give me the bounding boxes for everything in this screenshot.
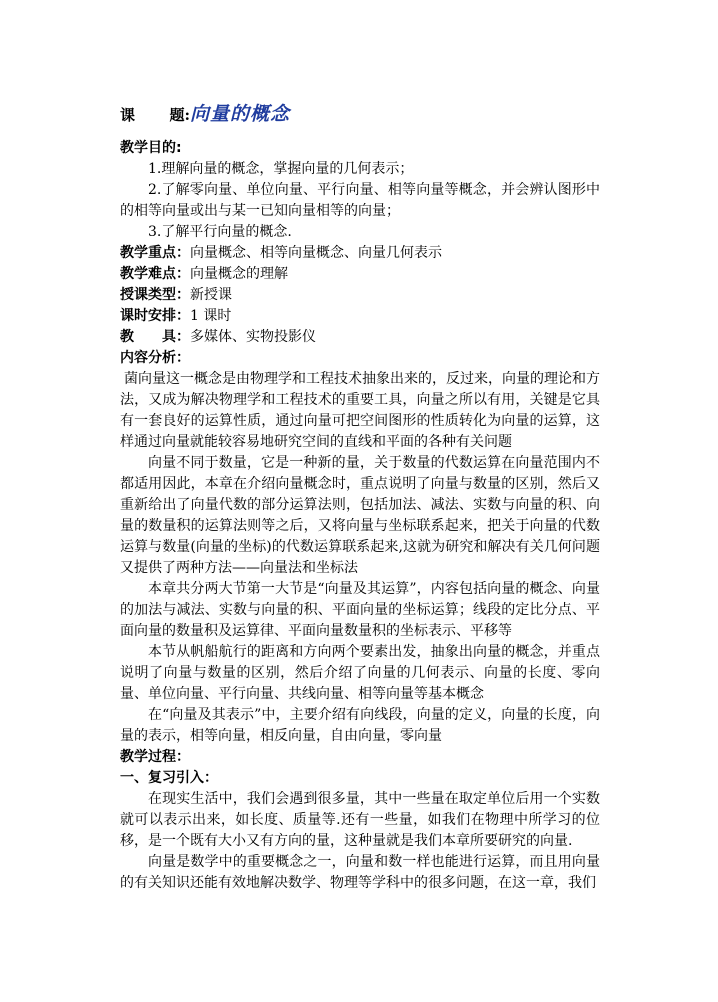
title-label-char-1: 课	[120, 106, 136, 124]
key-points-label: 教学重点：	[120, 245, 190, 261]
lesson-title: 向量的概念	[190, 103, 291, 125]
schedule-value: 1 课时	[190, 308, 232, 324]
tools-label-char-1: 教	[120, 329, 134, 345]
difficulties-value: 向量概念的理解	[190, 266, 288, 282]
lesson-type-value: 新授课	[190, 287, 232, 303]
objectives-heading: 教学目的:	[120, 140, 182, 156]
review-section-heading: 一、复习引入：	[120, 770, 218, 786]
analysis-paragraph-3: 本章共分两大节第一大节是“向量及其运算”，内容包括向量的概念、向量的加法与减法、实数与向量的积、平面向量的坐标运算；线段的定比分点、平面向量的数量积及运算律、平面向量数量积的坐标表示、平移等	[120, 581, 600, 639]
process-paragraph-2: 向量是数学中的重要概念之一，向量和数一样也能进行运算，而且用向量的有关知识还能有效地解决数学、物理等学科中的很多问题，在这一章，我们	[120, 854, 600, 891]
key-points-value: 向量概念、相等向量概念、向量几何表示	[190, 245, 442, 261]
process-paragraph-1: 在现实生活中，我们会遇到很多量，其中一些量在取定单位后用一个实数就可以表示出来，如长度、质量等.还有一些量，如我们在物理中所学习的位移，是一个既有大小又有方向的量，这种量就是我们本章所要研究的向量.	[120, 791, 600, 849]
lesson-type-row	[120, 285, 600, 306]
lesson-plan-page	[120, 104, 600, 894]
tools-label-char-2: 具：	[162, 329, 190, 345]
objective-item-1: 1.理解向量的概念，掌握向量的几何表示；	[148, 161, 414, 177]
title-label-char-2: 题	[169, 106, 185, 124]
title-label	[120, 105, 190, 126]
process-heading: 教学过程：	[120, 749, 190, 765]
tools-row	[120, 327, 600, 348]
analysis-paragraph-1: 菌向量这一概念是由物理学和工程技术抽象出来的，反过来，向量的理论和方法，又成为解决物理学和工程技术的重要工具，向量之所以有用，关键是它具有一套良好的运算性质，通过向量可把空间图形的性质转化为向量的运算，这样通过向量就能较容易地研究空间的直线和平面的各种有关问题	[120, 371, 600, 450]
objective-item-2: 2.了解零向量、单位向量、平行向量、相等向量等概念，并会辨认图形中的相等向量或出与某一已知向量相等的向量；	[120, 182, 600, 219]
schedule-label: 课时安排：	[120, 308, 190, 324]
title-colon: :	[184, 106, 190, 124]
schedule-row	[120, 306, 600, 327]
key-points-row	[120, 243, 600, 264]
difficulties-label: 教学难点：	[120, 266, 190, 282]
objective-item-3: 3.了解平行向量的概念.	[148, 224, 292, 240]
title-line	[120, 104, 600, 130]
tools-value: 多媒体、实物投影仪	[190, 329, 316, 345]
analysis-paragraph-5: 在“向量及其表示”中，主要介绍有向线段，向量的定义，向量的长度，向量的表示，相等向量，相反向量，自由向量，零向量	[120, 707, 600, 744]
analysis-paragraph-2: 向量不同于数量，它是一种新的量，关于数量的代数运算在向量范围内不都适用因此，本章在介绍向量概念时，重点说明了向量与数量的区别，然后又重新给出了向量代数的部分运算法则，包括加法、减法、实数与向量的积、向量的数量积的运算法则等之后，又将向量与坐标联系起来，把关于向量的代数运算与数量(向量的坐标)的代数运算联系起来,这就为研究和解决有关几何问题又提供了两种方法——向量法和坐标法	[120, 455, 600, 576]
analysis-heading: 内容分析：	[120, 350, 190, 366]
analysis-paragraph-4: 本节从帆船航行的距离和方向两个要素出发，抽象出向量的概念，并重点说明了向量与数量的区别，然后介绍了向量的几何表示、向量的长度、零向量、单位向量、平行向量、共线向量、相等向量等基本概念	[120, 644, 600, 702]
lesson-type-label: 授课类型：	[120, 287, 190, 303]
difficulties-row	[120, 264, 600, 285]
